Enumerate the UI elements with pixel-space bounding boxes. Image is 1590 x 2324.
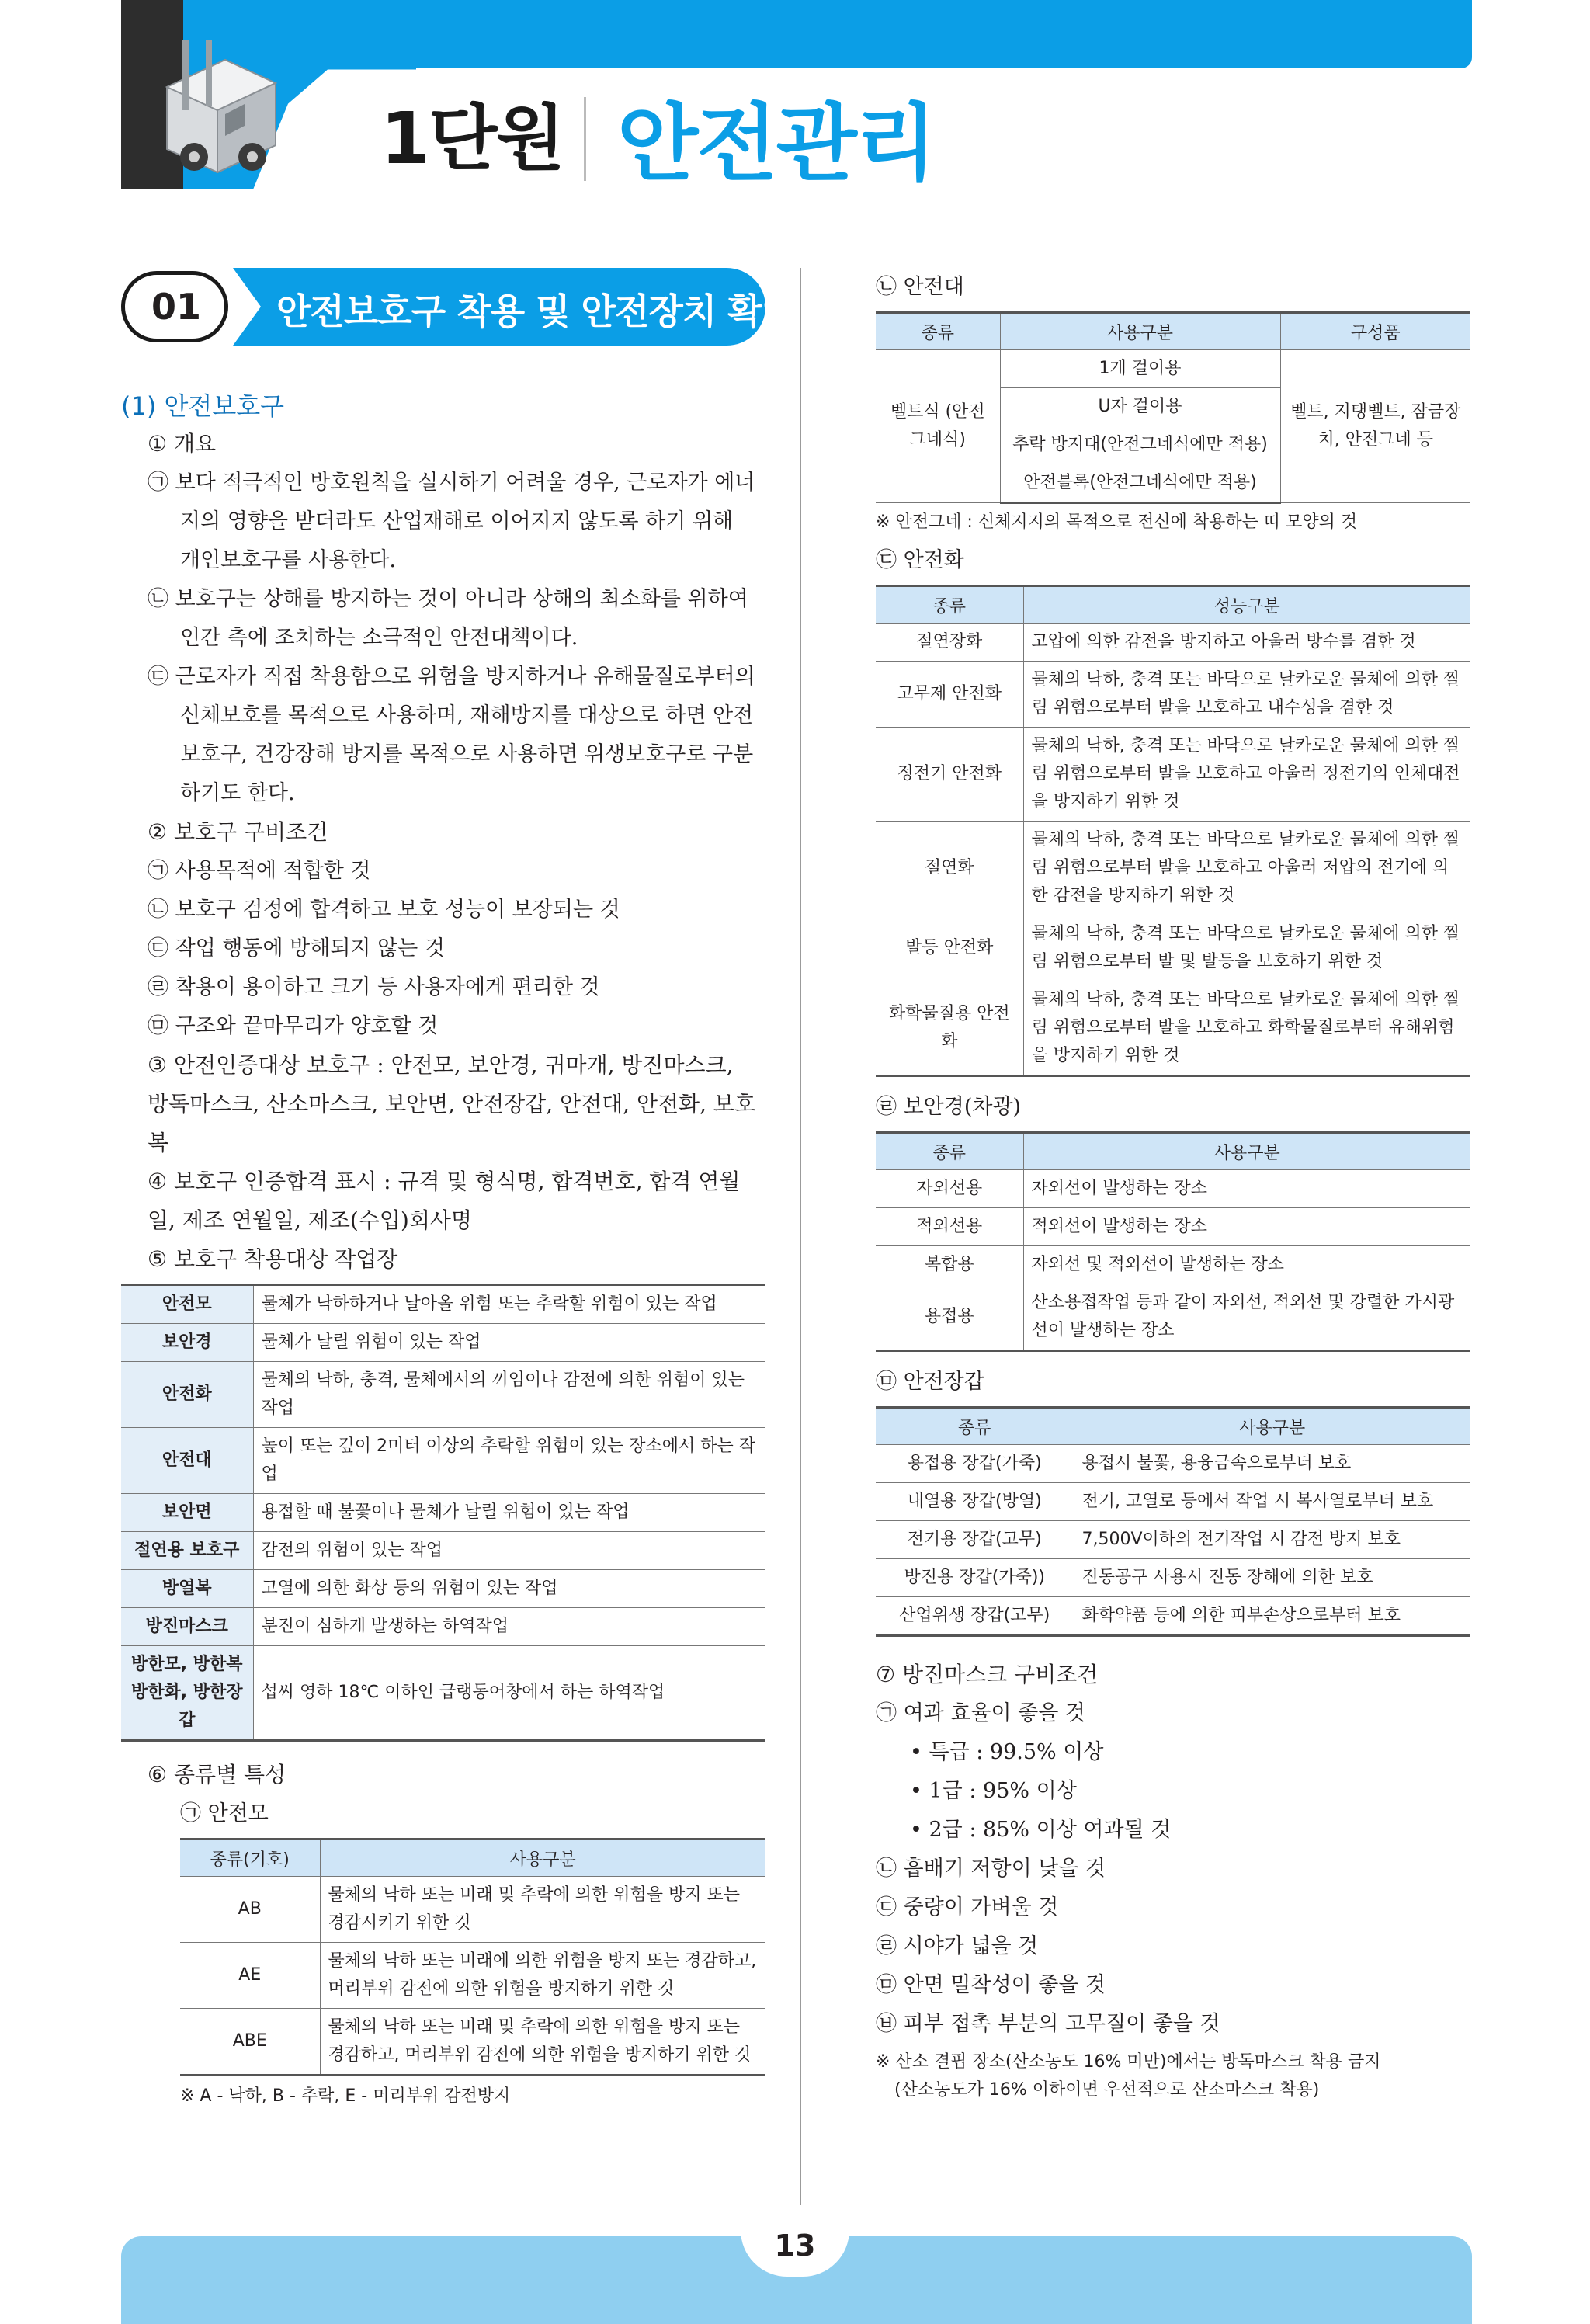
belt-parts: 벨트, 지탱벨트, 잠금장치, 안전그네 등 <box>1280 350 1470 503</box>
shoes-subtitle: ㉢ 안전화 <box>876 548 964 572</box>
workplace-value: 물체가 낙하하거나 날아올 위험 또는 추락할 위험이 있는 작업 <box>253 1285 765 1324</box>
gloves-use: 7,500V이하의 전기작업 시 감전 방지 보호 <box>1074 1521 1470 1559</box>
goggles-use: 산소용접작업 등과 같이 자외선, 적외선 및 강렬한 가시광선이 발생하는 장소 <box>1023 1284 1470 1351</box>
belt-col-use: 사용구분 <box>1000 313 1280 350</box>
belt-col-parts: 구성품 <box>1280 313 1470 350</box>
workplace-key: 안전모 <box>121 1285 253 1324</box>
overview-item: ㉠ 보다 적극적인 방호원칙을 실시하기 어려울 경우, 근로자가 에너지의 영향을 받더라도 산업재해로 이어지지 않도록 하기 위해 개인보호구를 사용한다. <box>148 471 755 572</box>
goggles-table <box>876 1131 1470 1352</box>
mask-item: ㉠ 여과 효율이 좋을 것 <box>876 1701 1085 1725</box>
workplace-value: 용접할 때 불꽃이나 물체가 날릴 위험이 있는 작업 <box>253 1494 765 1532</box>
gloves-use: 용접시 불꽃, 용융금속으로부터 보호 <box>1074 1445 1470 1483</box>
workplace-key: 방한모, 방한복 방한화, 방한장갑 <box>121 1646 253 1741</box>
belt-use: 1개 걸이용 <box>1000 350 1280 388</box>
helmet-use: 물체의 낙하 또는 비래 및 추락에 의한 위험을 방지 또는 경감시키기 위한 것 <box>320 1877 765 1943</box>
helmet-use: 물체의 낙하 또는 비래에 의한 위험을 방지 또는 경감하고, 머리부위 감전에 의한 위험을 방지하기 위한 것 <box>320 1943 765 2009</box>
helmet-use: 물체의 낙하 또는 비래 및 추락에 의한 위험을 방지 또는 경감하고, 머리부위 감전에 의한 위험을 방지하기 위한 것 <box>320 2009 765 2076</box>
shoes-type: 화학물질용 안전화 <box>876 981 1023 1076</box>
gloves-use: 전기, 고열로 등에서 작업 시 복사열로부터 보호 <box>1074 1483 1470 1521</box>
goggles-use: 자외선 및 적외선이 발생하는 장소 <box>1023 1246 1470 1284</box>
forklift-icon <box>151 40 299 180</box>
goggles-subtitle: ㉣ 보안경(차광) <box>876 1095 1022 1119</box>
mask-item: ㉡ 흡배기 저항이 낮을 것 <box>876 1857 1106 1881</box>
gloves-use: 진동공구 사용시 진동 장해에 의한 보호 <box>1074 1559 1470 1597</box>
shoes-table <box>876 585 1470 1077</box>
gloves-type: 방진용 장갑(가죽)) <box>876 1559 1074 1597</box>
workplace-table <box>121 1284 765 1742</box>
workplace-key: 안전화 <box>121 1362 253 1428</box>
column-divider <box>800 268 801 2205</box>
unit-title: 안전관리 <box>617 96 936 193</box>
shoes-perf: 고압에 의한 감전을 방지하고 아울러 방수를 겸한 것 <box>1023 624 1470 662</box>
shoes-type: 발등 안전화 <box>876 915 1023 981</box>
workplace-value: 감전의 위험이 있는 작업 <box>253 1532 765 1570</box>
shoes-type: 고무제 안전화 <box>876 662 1023 728</box>
workplace-value: 분진이 심하게 발생하는 하역작업 <box>253 1608 765 1646</box>
right-column <box>876 268 1470 2104</box>
helmet-table <box>180 1838 765 2076</box>
helmet-type: AE <box>180 1943 320 2009</box>
shoes-type: 정전기 안전화 <box>876 728 1023 822</box>
shoes-perf: 물체의 낙하, 충격 또는 바닥으로 날카로운 물체에 의한 찔림 위험으로부터 발을 보호하고 아울러 정전기의 인체대전을 방지하기 위한 것 <box>1023 728 1470 822</box>
certification-mark <box>121 1162 765 1240</box>
mask-note-sub: (산소농도가 16% 이하이면 우선적으로 산소마스크 착용) <box>894 2080 1320 2100</box>
mask-grade: • 특급 : 99.5% 이상 <box>910 1740 1104 1764</box>
goggles-type: 복합용 <box>876 1246 1023 1284</box>
certification-mark-text: : 규격 및 형식명, 합격번호, 합격 연월일, 제조 연월일, 제조(수입)회사명 <box>148 1169 741 1233</box>
belt-col-type: 종류 <box>876 313 1000 350</box>
shoes-col-perf: 성능구분 <box>1023 586 1470 624</box>
requirement-item: ㉢ 작업 행동에 방해되지 않는 것 <box>148 936 445 961</box>
unit-divider <box>584 97 586 181</box>
gloves-table <box>876 1406 1470 1637</box>
mask-item: ㉣ 시야가 넓을 것 <box>876 1934 1039 1958</box>
mask-item: ㉥ 피부 접촉 부분의 고무질이 좋을 것 <box>876 2012 1220 2036</box>
goggles-use: 적외선이 발생하는 장소 <box>1023 1208 1470 1246</box>
shoes-perf: 물체의 낙하, 충격 또는 바닥으로 날카로운 물체에 의한 찔림 위험으로부터 발 및 발등을 보호하기 위한 것 <box>1023 915 1470 981</box>
workplace-value: 고열에 의한 화상 등의 위험이 있는 작업 <box>253 1570 765 1608</box>
requirements-title: ② 보호구 구비조건 <box>148 819 328 845</box>
workplace-key: 방열복 <box>121 1570 253 1608</box>
helmet-type: AB <box>180 1877 320 1943</box>
shoes-perf: 물체의 낙하, 충격 또는 바닥으로 날카로운 물체에 의한 찔림 위험으로부터 발을 보호하고 내수성을 겸한 것 <box>1023 662 1470 728</box>
belt-note: ※ 안전그네 : 신체지지의 목적으로 전신에 착용하는 띠 모양의 것 <box>876 512 1358 532</box>
workplace-key: 보안면 <box>121 1494 253 1532</box>
certified-gear-title: ③ 안전인증대상 보호구 <box>148 1052 370 1078</box>
goggles-type: 적외선용 <box>876 1208 1023 1246</box>
subsection-heading: (1) 안전보호구 <box>121 391 285 421</box>
mask-note: ※ 산소 결핍 장소(산소농도 16% 미만)에서는 방독마스크 착용 금지 <box>876 2052 1381 2072</box>
requirement-item: ㉡ 보호구 검정에 합격하고 보호 성능이 보장되는 것 <box>148 898 620 922</box>
overview-item: ㉡ 보호구는 상해를 방지하는 것이 아니라 상해의 최소화를 위하여 인간 측에 조치하는 소극적인 안전대책이다. <box>148 587 748 650</box>
goggles-type: 자외선용 <box>876 1170 1023 1208</box>
requirement-item: ㉣ 착용이 용이하고 크기 등 사용자에게 편리한 것 <box>148 975 600 999</box>
goggles-use: 자외선이 발생하는 장소 <box>1023 1170 1470 1208</box>
mask-item: ㉤ 안면 밀착성이 좋을 것 <box>876 1973 1106 1997</box>
characteristics-title: ⑥ 종류별 특성 <box>148 1762 286 1787</box>
mask-item: ㉢ 중량이 가벼울 것 <box>876 1895 1059 1919</box>
gloves-use: 화학약품 등에 의한 피부손상으로부터 보호 <box>1074 1597 1470 1636</box>
helmet-subtitle: ㉠ 안전모 <box>180 1801 269 1826</box>
shoes-col-type: 종류 <box>876 586 1023 624</box>
workplace-value: 높이 또는 깊이 2미터 이상의 추락할 위험이 있는 장소에서 하는 작업 <box>253 1428 765 1494</box>
shoes-type: 절연장화 <box>876 624 1023 662</box>
section-banner <box>121 268 796 349</box>
helmet-note: ※ A - 낙하, B - 추락, E - 머리부위 감전방지 <box>180 2086 511 2106</box>
section-title: 안전보호구 착용 및 안전장치 확인 <box>276 290 796 332</box>
overview-item: ㉢ 근로자가 직접 착용함으로 위험을 방지하거나 유해물질로부터의 신체보호를 목적으로 사용하며, 재해방지를 대상으로 하면 안전보호구, 건강장해 방지를 목적으로 사용하면 위생보호구로 구분하기도 한다. <box>148 665 755 805</box>
shoes-perf: 물체의 낙하, 충격 또는 바닥으로 날카로운 물체에 의한 찔림 위험으로부터 발을 보호하고 아울러 저압의 전기에 의한 감전을 방지하기 위한 것 <box>1023 822 1470 915</box>
gloves-col-use: 사용구분 <box>1074 1408 1470 1445</box>
belt-use: U자 걸이용 <box>1000 388 1280 426</box>
goggles-col-type: 종류 <box>876 1133 1023 1170</box>
helmet-type: ABE <box>180 2009 320 2076</box>
page-number: 13 <box>774 2228 816 2263</box>
requirement-item: ㉠ 사용목적에 적합한 것 <box>148 859 371 883</box>
workplace-value: 물체의 낙하, 충격, 물체에서의 끼임이나 감전에 의한 위험이 있는 작업 <box>253 1362 765 1428</box>
workplace-value: 섭씨 영하 18℃ 이하인 급랭동어창에서 하는 하역작업 <box>253 1646 765 1741</box>
mask-grade: • 1급 : 95% 이상 <box>910 1779 1077 1803</box>
mask-grade: • 2급 : 85% 이상 여과될 것 <box>910 1818 1172 1842</box>
workplace-key: 안전대 <box>121 1428 253 1494</box>
gloves-type: 산업위생 장갑(고무) <box>876 1597 1074 1636</box>
workplace-key: 방진마스크 <box>121 1608 253 1646</box>
unit-number: 1단원 <box>380 97 564 180</box>
section-number: 01 <box>121 271 228 342</box>
workplace-title: ⑤ 보호구 착용대상 작업장 <box>148 1246 398 1272</box>
helmet-col-use: 사용구분 <box>320 1839 765 1877</box>
gloves-type: 용접용 장갑(가죽) <box>876 1445 1074 1483</box>
belt-use: 안전블록(안전그네식에만 적용) <box>1000 464 1280 503</box>
belt-use: 추락 방지대(안전그네식에만 적용) <box>1000 426 1280 464</box>
gloves-col-type: 종류 <box>876 1408 1074 1445</box>
left-column <box>121 268 796 2110</box>
gloves-type: 전기용 장갑(고무) <box>876 1521 1074 1559</box>
gloves-type: 내열용 장갑(방열) <box>876 1483 1074 1521</box>
overview-title: ① 개요 <box>148 431 217 457</box>
certified-gear <box>121 1046 765 1162</box>
goggles-col-use: 사용구분 <box>1023 1133 1470 1170</box>
belt-subtitle: ㉡ 안전대 <box>876 275 964 299</box>
gloves-subtitle: ㉤ 안전장갑 <box>876 1370 984 1394</box>
mask-title: ⑦ 방진마스크 구비조건 <box>876 1662 1099 1687</box>
belt-table <box>876 311 1470 504</box>
certified-gear-text: : 안전모, 보안경, 귀마개, 방진마스크, 방독마스크, 산소마스크, 보안면, 안전장갑, 안전대, 안전화, 보호복 <box>148 1052 756 1155</box>
helmet-col-type: 종류(기호) <box>180 1839 320 1877</box>
certification-mark-title: ④ 보호구 인증합격 표시 <box>148 1169 377 1194</box>
workplace-key: 보안경 <box>121 1324 253 1362</box>
belt-type: 벨트식 (안전그네식) <box>876 350 1000 503</box>
shoes-perf: 물체의 낙하, 충격 또는 바닥으로 날카로운 물체에 의한 찔림 위험으로부터 발을 보호하고 화학물질로부터 유해위험을 방지하기 위한 것 <box>1023 981 1470 1076</box>
workplace-value: 물체가 날릴 위험이 있는 작업 <box>253 1324 765 1362</box>
workplace-key: 절연용 보호구 <box>121 1532 253 1570</box>
goggles-type: 용접용 <box>876 1284 1023 1351</box>
requirement-item: ㉤ 구조와 끝마무리가 양호할 것 <box>148 1014 439 1038</box>
shoes-type: 절연화 <box>876 822 1023 915</box>
